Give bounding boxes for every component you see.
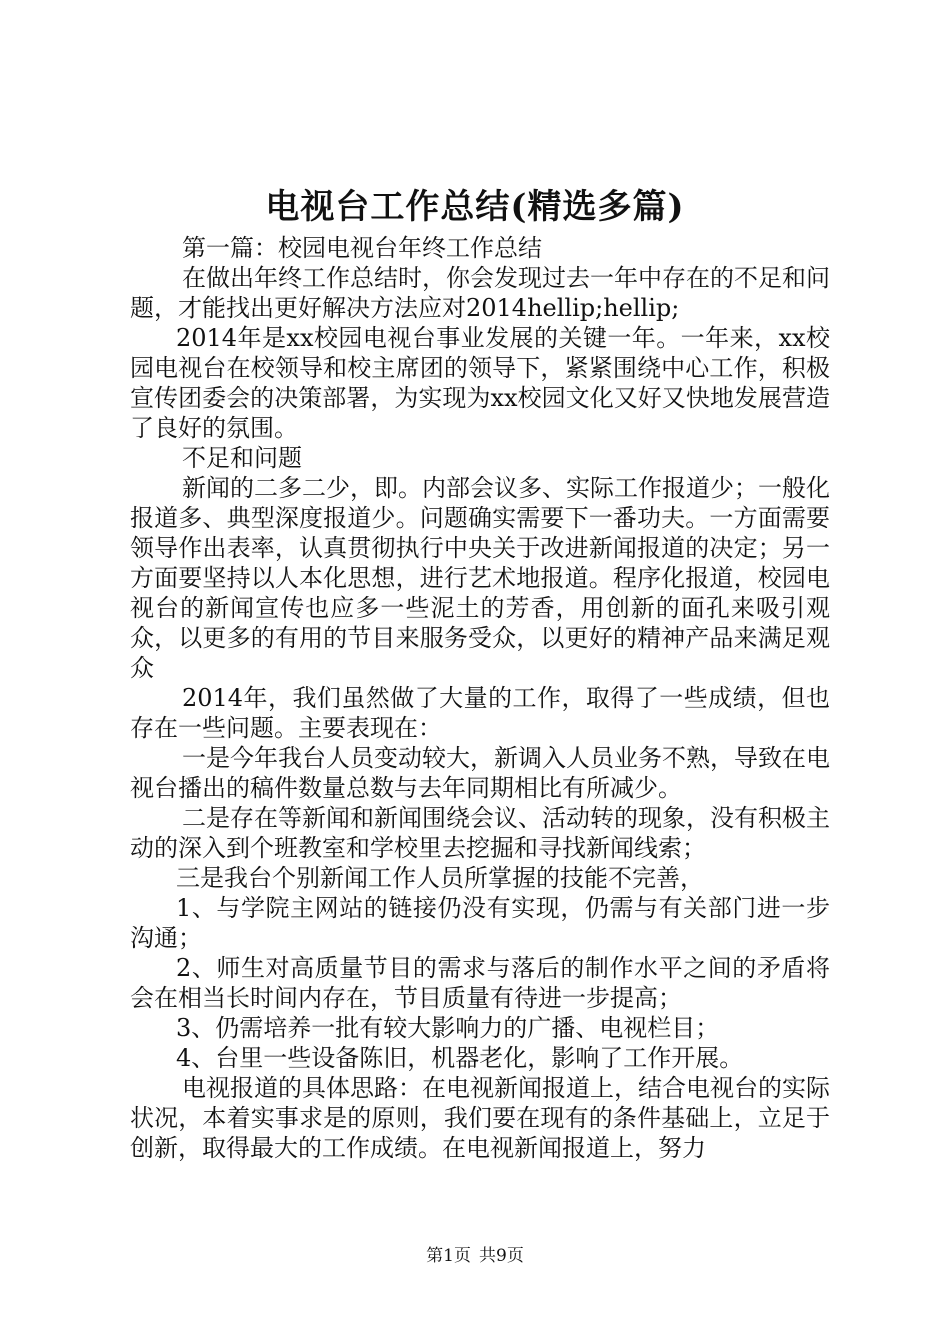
document-body [130,233,830,1163]
document-title: 电视台工作总结(精选多篇) [265,187,685,227]
list-item: 4、台里一些设备陈旧，机器老化，影响了工作开展。 [176,1044,744,1072]
body-paragraph: 新闻的二多二少，即。内部会议多、实际工作报道少；一般化报道多、典型深度报道少。问题确实需要下一番功夫。一方面需要领导作出表率，认真贯彻执行中央关于改进新闻报道的决定；另一方面要坚持以人本化思想，进行艺术地报道。程序化报道，校园电视台的新闻宣传也应多一些泥土的芳香，用创新的面孔来吸引观众，以更多的有用的节目来服务受众，以更好的精神产品来满足观众 [130,474,830,682]
page-total: 共9页 [479,1246,524,1266]
list-item: 2、师生对高质量节目的需求与落后的制作水平之间的矛盾将会在相当长时间内存在，节目质量有待进一步提高； [130,954,830,1012]
list-item: 3、仍需培养一批有较大影响力的广播、电视栏目； [176,1014,720,1042]
section-heading: 第一篇：校园电视台年终工作总结 [182,234,542,262]
body-paragraph: 在做出年终工作总结时，你会发现过去一年中存在的不足和问题，才能找出更好解决方法应对2014hellip;hellip; [130,264,830,322]
page-number: 第1页 [426,1246,471,1266]
page-footer [0,1245,950,1267]
body-paragraph: 二是存在等新闻和新闻围绕会议、活动转的现象，没有积极主动的深入到个班教室和学校里去挖掘和寻找新闻线索； [130,804,830,862]
body-paragraph: 一是今年我台人员变动较大，新调入人员业务不熟，导致在电视台播出的稿件数量总数与去年同期相比有所减少。 [130,744,830,802]
list-item: 1、与学院主网站的链接仍没有实现，仍需与有关部门进一步沟通； [130,894,830,952]
body-paragraph: 三是我台个别新闻工作人员所掌握的技能不完善， [176,864,704,892]
body-paragraph: 电视报道的具体思路：在电视新闻报道上，结合电视台的实际状况，本着实事求是的原则，我们要在现有的条件基础上，立足于创新，取得最大的工作成绩。在电视新闻报道上，努力 [130,1074,830,1162]
body-paragraph: 2014年，我们虽然做了大量的工作，取得了一些成绩，但也存在一些问题。主要表现在： [130,684,830,742]
subsection-heading: 不足和问题 [182,444,302,472]
body-paragraph: 2014年是xx校园电视台事业发展的关键一年。一年来，xx校园电视台在校领导和校主席团的领导下，紧紧围绕中心工作，积极宣传团委会的决策部署，为实现为xx校园文化又好又快地发展营造了良好的氛围。 [130,324,830,442]
